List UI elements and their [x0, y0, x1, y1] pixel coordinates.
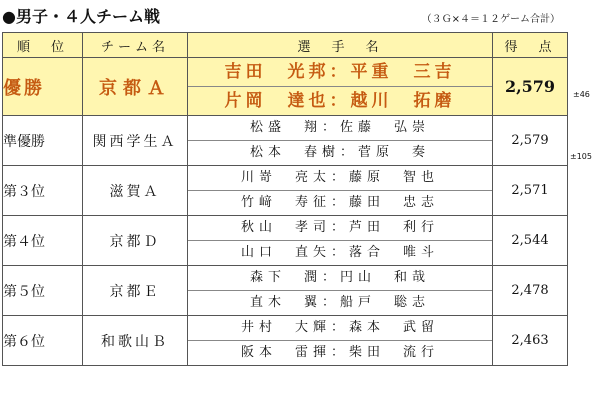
rank-cell: 第３位 [3, 166, 83, 216]
table-row [3, 166, 568, 216]
players-cell [188, 216, 493, 266]
rank-cell: 第４位 [3, 216, 83, 266]
player-pair: 吉田 光邦：平重 三吉 [224, 62, 456, 82]
header-rank: 順 位 [3, 33, 83, 58]
team-cell: 京都Ａ [83, 58, 188, 116]
player-pair: 松盛 翔：佐藤 弘崇 [249, 120, 430, 135]
team-cell: 和歌山Ｂ [83, 316, 188, 366]
table-row [3, 58, 568, 116]
score-cell: 2,478 [493, 266, 568, 316]
team-cell: 京都Ｅ [83, 266, 188, 316]
players-cell [188, 316, 493, 366]
team-cell: 京都Ｄ [83, 216, 188, 266]
tiebreak-note: ±46 [573, 90, 590, 99]
results-table [2, 32, 568, 366]
page-title: ●男子・４人チーム戦 [2, 7, 160, 26]
table-row [3, 116, 568, 166]
team-cell: 関西学生Ａ [83, 116, 188, 166]
rank-cell: 第５位 [3, 266, 83, 316]
rank-cell: 第６位 [3, 316, 83, 366]
rank-cell: 準優勝 [3, 116, 83, 166]
player-pair: 森下 潤：円山 和哉 [249, 270, 430, 285]
rank-cell: 優勝 [3, 58, 83, 116]
subtitle: （３Ｇ×４＝１２ゲーム合計） [421, 14, 560, 25]
player-pair: 竹﨑 寿征：藤田 忠志 [188, 190, 492, 215]
header-players: 選 手 名 [188, 33, 493, 58]
header-team: チーム名 [83, 33, 188, 58]
player-pair: 松本 春樹：菅原 奏 [188, 140, 492, 165]
player-pair: 井村 大輝：森本 武留 [240, 320, 439, 335]
table-row [3, 216, 568, 266]
score-cell: 2,463 [493, 316, 568, 366]
score-cell: 2,579 [493, 116, 568, 166]
header-row [3, 33, 568, 58]
player-pair: 阪本 雷揮：柴田 流行 [188, 340, 492, 365]
player-pair: 山口 直矢：落合 唯斗 [188, 240, 492, 265]
score-cell: 2,544 [493, 216, 568, 266]
players-cell [188, 166, 493, 216]
header-score: 得 点 [493, 33, 568, 58]
table-row [3, 266, 568, 316]
player-pair: 直木 翼：船戸 聡志 [188, 290, 492, 315]
score-cell: 2,579 [493, 58, 568, 116]
players-cell [188, 116, 493, 166]
player-pair: 片岡 達也：越川 拓磨 [188, 86, 492, 115]
team-cell: 滋賀Ａ [83, 166, 188, 216]
score-cell: 2,571 [493, 166, 568, 216]
players-cell [188, 266, 493, 316]
players-cell [188, 58, 493, 116]
table-row [3, 316, 568, 366]
tiebreak-note: ±105 [570, 152, 592, 161]
player-pair: 秋山 孝司：芦田 利行 [240, 220, 439, 235]
player-pair: 川嵜 亮太：藤原 智也 [240, 170, 439, 185]
